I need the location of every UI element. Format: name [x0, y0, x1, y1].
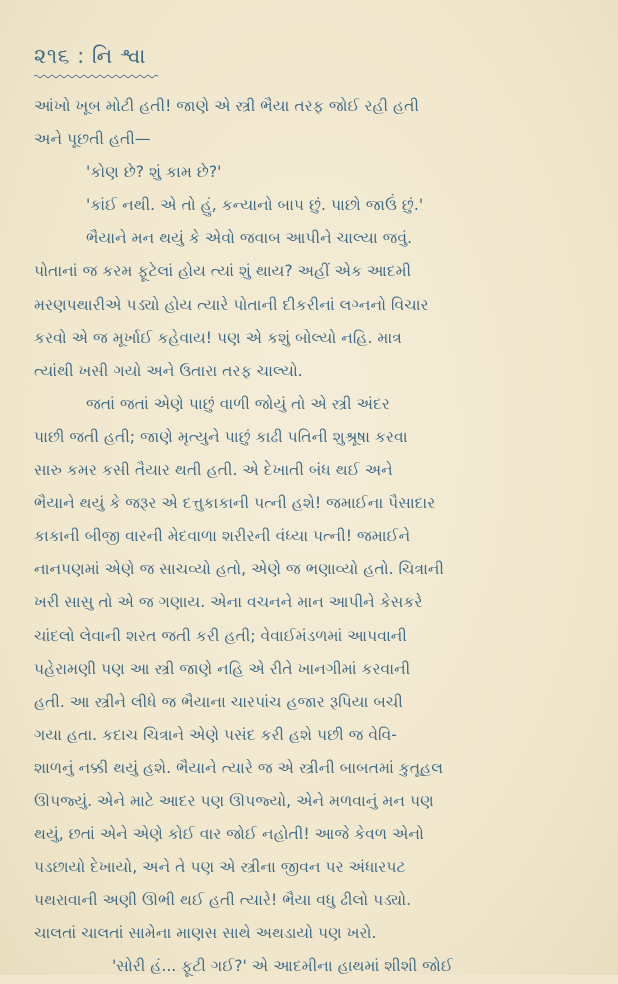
text-line: હતી. આ સ્ત્રીને લીધે જ ભૈયાના ચારપાંચ હજાર રૂપિયા બચી — [34, 692, 403, 711]
text-line: 'સોરી હં... ફૂટી ગઈ?' એ આદમીના હાથમાં શીશી જોઈ — [112, 957, 453, 976]
text-line: નાનપણમાં એણે જ સાચવ્યો હતો, એણે જ ભણાવ્યો હતો. ચિત્રાની — [34, 560, 445, 579]
text-line: પાછી જતી હતી; જાણે મૃત્યુને પાછું કાઢી પતિની શુશ્રૂષા કરવા — [34, 427, 408, 446]
header-separator: : — [77, 44, 85, 68]
text-line: ગયા હતા. કદાચ ચિત્રાને એણે પસંદ કરી હશે પછી જ વેવિ- — [34, 725, 397, 744]
text-line: મરણપથારીએ પડ્યો હોય ત્યારે પોતાની દીકરીનાં લગ્નનો વિચાર — [34, 295, 429, 314]
header-wavy-rule — [34, 74, 158, 79]
text-line: ખરી સાસુ તો એ જ ગણાય. એના વચનને માન આપીને કેસકરે — [34, 593, 423, 612]
text-line: કરવો એ જ મૂર્ખાઈ કહેવાય! પણ એ કશું બોલ્યો નહિ. માત્ર — [34, 328, 402, 347]
text-line: ચાલતાં ચાલતાં સામેના માણસ સાથે અથડાયો પણ ખરો. — [34, 924, 377, 943]
text-line: શાળનું નક્કી થયું હશે. ભૈયાને ત્યારે જ એ સ્ત્રીની બાબતમાં કુતૂહલ — [34, 758, 444, 777]
text-line: અને પૂછતી હતી— — [34, 130, 151, 149]
text-line: કાકાની બીજી વારની મેદવાળા શરીરની વંધ્યા પત્ની! જમાઈને — [34, 527, 411, 546]
body-text — [34, 90, 590, 984]
text-line: પોતાનાં જ કરમ ફૂટેલાં હોય ત્યાં શું થાય? અહીં એક આદમી — [34, 262, 412, 281]
text-line: ભૈયાને થયું કે જરૂર એ દત્તુકાકાની પત્ની હશે! જમાઈના પૈસાદાર — [34, 494, 436, 513]
page-number: ૨૧૬ — [34, 44, 70, 68]
text-line: ઊપજ્યું. એને માટે આદર પણ ઊપજ્યો, એને મળવાનું મન પણ — [34, 791, 434, 810]
text-line: સારુ કમર કસી તૈયાર થતી હતી. એ દેખાતી બંધ થઈ અને — [34, 461, 393, 480]
text-line: ત્યાંથી ખસી ગયો અને ઉતારા તરફ ચાલ્યો. — [34, 361, 303, 380]
text-line: જતાં જતાં એણે પાછું વાળી જોયું તો એ સ્ત્રી અંદર — [86, 394, 390, 413]
text-line: પહેરામણી પણ આ સ્ત્રી જાણે નહિ એ રીતે ખાનગીમાં કરવાની — [34, 659, 411, 678]
page-header — [34, 44, 146, 69]
text-line: 'કોણ છે? શું કામ છે?' — [86, 163, 222, 182]
text-line: ચાંદલો લેવાની શરત જતી કરી હતી; વેવાઈમંડળમાં આપવાની — [34, 626, 407, 645]
text-line: 'કાંઈ નથી. એ તો હું, કન્યાનો બાપ છું. પાછો જાઉં છું.' — [86, 196, 424, 215]
text-line: આંખો ખૂબ મોટી હતી! જાણે એ સ્ત્રી ભૈયા તરફ જોઈ રહી હતી — [34, 97, 419, 115]
book-title: નિ શ્વા — [91, 44, 147, 68]
text-line: થયું, છતાં એને એણે કોઈ વાર જોઈ નહોતી! આજે કેવળ એનો — [34, 825, 424, 844]
text-line: પથરાવાની અણી ઊભી થઈ હતી ત્યારે! ભૈયા વધુ ઢીલો પડ્યો. — [34, 891, 412, 910]
text-line: ભૈયાને મન થયું કે એવો જવાબ આપીને ચાલ્યા જવું. — [86, 229, 413, 248]
text-line: પડછાયો દેખાયો, અને તે પણ એ સ્ત્રીના જીવન પર અંધારપટ — [34, 858, 406, 877]
